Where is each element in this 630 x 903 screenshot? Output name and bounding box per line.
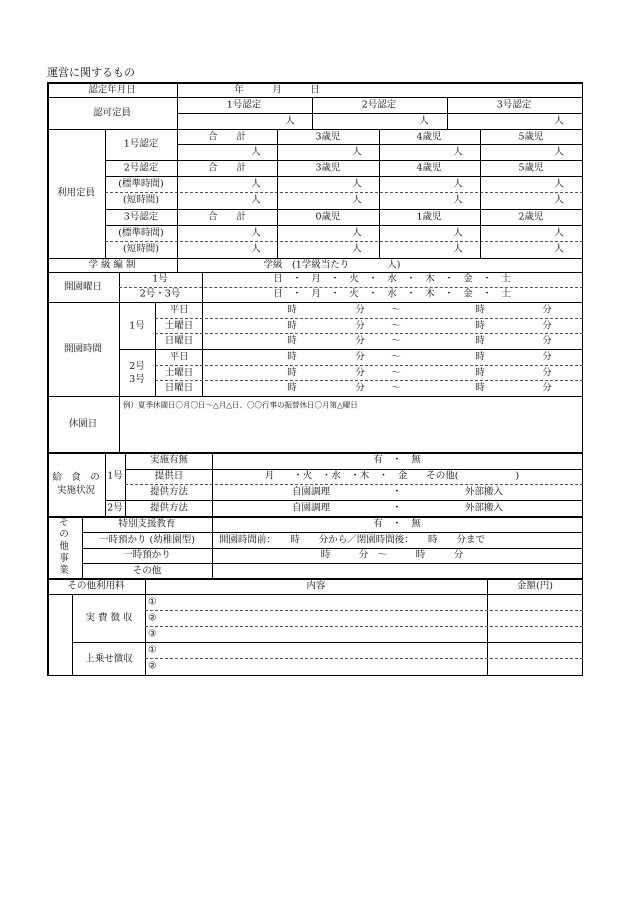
- unit: 人: [251, 227, 261, 239]
- open-hours-ji: 時: [475, 320, 485, 332]
- open-hours-fun: 分: [542, 320, 552, 332]
- meals-method-label-1: 提供方法: [149, 486, 189, 498]
- meals-dot: ・: [392, 486, 402, 498]
- fees-num: ①: [148, 644, 157, 656]
- open-hours-g2-line1: 2号: [129, 361, 145, 372]
- unit: 人: [554, 178, 564, 190]
- open-hours-day: 日曜日: [164, 335, 194, 347]
- open-days-r2: 2号・3号: [139, 288, 181, 300]
- line: [82, 532, 583, 533]
- usage-g3-sub: (標準時間): [118, 227, 164, 239]
- usage-g3-name: 3号認定: [123, 211, 159, 223]
- temp-value: 時 分 〜 時 分: [320, 549, 464, 561]
- vline: [480, 129, 481, 258]
- usage-g2-sub: (短時間): [123, 194, 159, 206]
- open-hours-fun: 分: [355, 335, 365, 347]
- open-hours-fun: 分: [355, 304, 365, 316]
- unit: 人: [453, 146, 463, 158]
- open-hours-fun: 分: [355, 351, 365, 363]
- usage-g2-col: 合 計: [207, 162, 247, 174]
- dash: [155, 318, 583, 319]
- meals-exist-value: 有 ・ 無: [373, 454, 421, 466]
- unit: 人: [554, 194, 564, 206]
- usage-g3-col: 0歳児: [315, 211, 341, 223]
- vline: [312, 97, 313, 129]
- open-hours-ji: 時: [475, 351, 485, 363]
- open-hours-fun: 分: [542, 367, 552, 379]
- capacity-unit-3: 人: [554, 115, 564, 127]
- fees-content-header: 内容: [306, 580, 326, 592]
- open-hours-tilde: ～: [391, 335, 401, 347]
- classes-value: 学級 (1学級当たり 人): [263, 259, 401, 271]
- fees-label: その他利用料: [67, 580, 125, 592]
- row-line: [47, 129, 583, 130]
- vline: [177, 129, 178, 258]
- unit: 人: [352, 243, 362, 255]
- other-services-label-c3: 他: [59, 541, 69, 552]
- line: [119, 349, 583, 350]
- usage-g2-col: 5歳児: [518, 162, 544, 174]
- dash: [145, 610, 583, 611]
- open-hours-fun: 分: [542, 304, 552, 316]
- other-services-label-c4: 事: [59, 553, 69, 564]
- open-days-days-1: 日 ・ 月 ・ 火 ・ 水 ・ 木 ・ 金 ・ 土: [273, 273, 511, 285]
- open-hours-ji: 時: [287, 351, 297, 363]
- open-hours-ji: 時: [287, 320, 297, 332]
- usage-g2-sub: (標準時間): [118, 178, 164, 190]
- vline: [379, 129, 380, 258]
- open-hours-ji: 時: [287, 382, 297, 394]
- vline: [177, 258, 178, 272]
- unit: 人: [352, 146, 362, 158]
- open-hours-g2-line2: 3号: [129, 374, 145, 385]
- special-value: 有 ・ 無: [373, 518, 421, 530]
- open-hours-fun: 分: [355, 367, 365, 379]
- row-line: [47, 452, 583, 454]
- usage-g1-col: 5歳児: [518, 131, 544, 143]
- capacity-unit-2: 人: [419, 115, 429, 127]
- usage-g1-col: 3歳児: [315, 131, 341, 143]
- classes-label: 学 級 編 制: [88, 259, 136, 271]
- nintei-date-value: 年 月 日: [234, 84, 320, 96]
- line: [72, 642, 583, 643]
- other-services-label-c1: そ: [59, 517, 69, 528]
- temp-label: 一時預かり: [123, 549, 171, 561]
- usage-g3-col: 2歳児: [518, 211, 544, 223]
- unit: 人: [554, 146, 564, 158]
- dash: [155, 380, 583, 381]
- meals-m1: 自園調理: [291, 502, 331, 514]
- closed-label: 休園日: [68, 418, 98, 430]
- open-hours-day: 土曜日: [164, 367, 194, 379]
- row-line: [47, 396, 583, 397]
- fees-num: ③: [148, 628, 157, 640]
- open-hours-ji: 時: [287, 367, 297, 379]
- meals-g1: 1号: [107, 470, 123, 482]
- vline: [212, 516, 213, 578]
- vline: [447, 97, 448, 129]
- fees-actual-label: 実 費 徴 収: [85, 612, 133, 624]
- line: [82, 563, 583, 564]
- temp-k-label: 一時預かり (幼稚園型): [99, 534, 195, 546]
- usage-g1-name: 1号認定: [123, 138, 159, 150]
- usage-g1-col: 合 計: [207, 131, 247, 143]
- usage-g1-col: 4歳児: [416, 131, 442, 143]
- operation-form: [47, 82, 583, 676]
- vline: [72, 594, 73, 676]
- fees-num: ②: [148, 612, 157, 624]
- usage-label: 利用定員: [56, 187, 96, 199]
- vline: [277, 129, 278, 258]
- fees-num: ①: [148, 596, 157, 608]
- unit: 人: [251, 178, 261, 190]
- capacity-h2: 2号認定: [361, 99, 397, 111]
- meals-label: [52, 471, 100, 497]
- usage-g2-col: 4歳児: [416, 162, 442, 174]
- vline: [82, 516, 83, 578]
- border-right: [582, 82, 584, 676]
- fees-amount-header: 金額(円): [517, 580, 553, 592]
- vline: [105, 129, 106, 258]
- row-line: [47, 302, 583, 303]
- usage-g2-col: 3歳児: [315, 162, 341, 174]
- dash: [145, 626, 583, 627]
- unit: 人: [251, 194, 261, 206]
- open-hours-ji: 時: [287, 335, 297, 347]
- open-hours-fun: 分: [542, 351, 552, 363]
- meals-exist-label: 実施有無: [149, 454, 189, 466]
- open-hours-tilde: ～: [391, 304, 401, 316]
- closed-example: 例）夏季休園日〇月〇日～△月△日、〇〇行事の振替休日〇月第△曜日: [123, 400, 358, 410]
- open-hours-tilde: ～: [391, 367, 401, 379]
- fees-extra-label: 上乗せ徴収: [85, 653, 133, 665]
- open-hours-day: 日曜日: [164, 382, 194, 394]
- unit: 人: [554, 227, 564, 239]
- meals-dot: ・: [392, 502, 402, 514]
- capacity-unit-1: 人: [285, 115, 295, 127]
- meals-m1: 自園調理: [291, 486, 331, 498]
- vline: [177, 82, 178, 129]
- open-hours-tilde: ～: [391, 382, 401, 394]
- capacity-h3: 3号認定: [496, 99, 532, 111]
- open-days-r1: 1号: [152, 273, 168, 285]
- page-title: 運営に関するもの: [47, 66, 135, 79]
- open-hours-fun: 分: [542, 382, 552, 394]
- open-days-days-2: 日 ・ 月 ・ 火 ・ 水 ・ 木 ・ 金 ・ 土: [273, 288, 511, 300]
- vline: [145, 578, 146, 676]
- open-hours-ji: 時: [475, 382, 485, 394]
- open-hours-g1: 1号: [129, 320, 145, 332]
- open-hours-tilde: ～: [391, 351, 401, 363]
- meals-m2: 外部搬入: [464, 502, 504, 514]
- etc-label: その他: [132, 565, 162, 577]
- capacity-h1: 1号認定: [226, 99, 262, 111]
- usage-g3-sub: (短時間): [123, 243, 159, 255]
- cap-line: [177, 113, 583, 114]
- open-hours-day: 土曜日: [164, 320, 194, 332]
- dash: [155, 333, 583, 334]
- meals-method-label-2: 提供方法: [149, 502, 189, 514]
- unit: 人: [352, 227, 362, 239]
- dash: [145, 658, 583, 659]
- meals-g2: 2号: [107, 502, 123, 514]
- usage-g3-col: 1歳児: [416, 211, 442, 223]
- other-services-label-c5: 業: [59, 565, 69, 576]
- unit: 人: [453, 178, 463, 190]
- fees-num: ②: [148, 660, 157, 672]
- meals-days-label: 提供日: [154, 470, 184, 482]
- vline: [487, 578, 488, 676]
- open-hours-tilde: ～: [391, 320, 401, 332]
- unit: 人: [453, 227, 463, 239]
- temp-k-value: 開園時間前： 時 分から／閉園時間後： 時 分まで: [219, 534, 486, 546]
- border-bottom: [47, 675, 583, 677]
- row-line: [47, 97, 583, 98]
- other-services-label-c2: の: [59, 529, 69, 540]
- nintei-date-label: 認定年月日: [88, 84, 136, 96]
- unit: 人: [352, 194, 362, 206]
- line: [177, 144, 583, 145]
- line: [47, 594, 583, 595]
- open-hours-ji: 時: [475, 367, 485, 379]
- open-hours-day: 平日: [169, 351, 189, 363]
- open-hours-ji: 時: [475, 335, 485, 347]
- meals-label-line2: 実施状況: [56, 485, 96, 496]
- line: [105, 500, 583, 501]
- open-hours-fun: 分: [355, 382, 365, 394]
- meals-m2: 外部搬入: [464, 486, 504, 498]
- open-hours-fun: 分: [542, 335, 552, 347]
- unit: 人: [251, 243, 261, 255]
- special-label: 特別支援教育: [118, 518, 176, 530]
- meals-label-line1: 給 食 の: [52, 472, 100, 483]
- unit: 人: [251, 146, 261, 158]
- unit: 人: [453, 243, 463, 255]
- unit: 人: [453, 194, 463, 206]
- dash: [125, 484, 583, 485]
- other-services-label: [59, 517, 69, 577]
- unit: 人: [554, 243, 564, 255]
- open-days-label: 開園曜日: [63, 281, 103, 293]
- open-hours-ji: 時: [475, 304, 485, 316]
- open-hours-ji: 時: [287, 304, 297, 316]
- capacity-label: 認可定員: [92, 107, 132, 119]
- meals-days-value: 月 ・火 ・水 ・木 ・ 金 その他( ): [264, 470, 520, 482]
- open-hours-g2: [129, 360, 145, 386]
- vline: [105, 452, 106, 516]
- unit: 人: [352, 178, 362, 190]
- open-hours-day: 平日: [169, 304, 189, 316]
- open-hours-label: 開園時間: [63, 343, 103, 355]
- vline: [119, 396, 120, 452]
- usage-g2-name: 2号認定: [123, 162, 159, 174]
- open-hours-fun: 分: [355, 320, 365, 332]
- usage-g3-col: 合 計: [207, 211, 247, 223]
- border-left: [47, 82, 49, 676]
- dash: [155, 365, 583, 366]
